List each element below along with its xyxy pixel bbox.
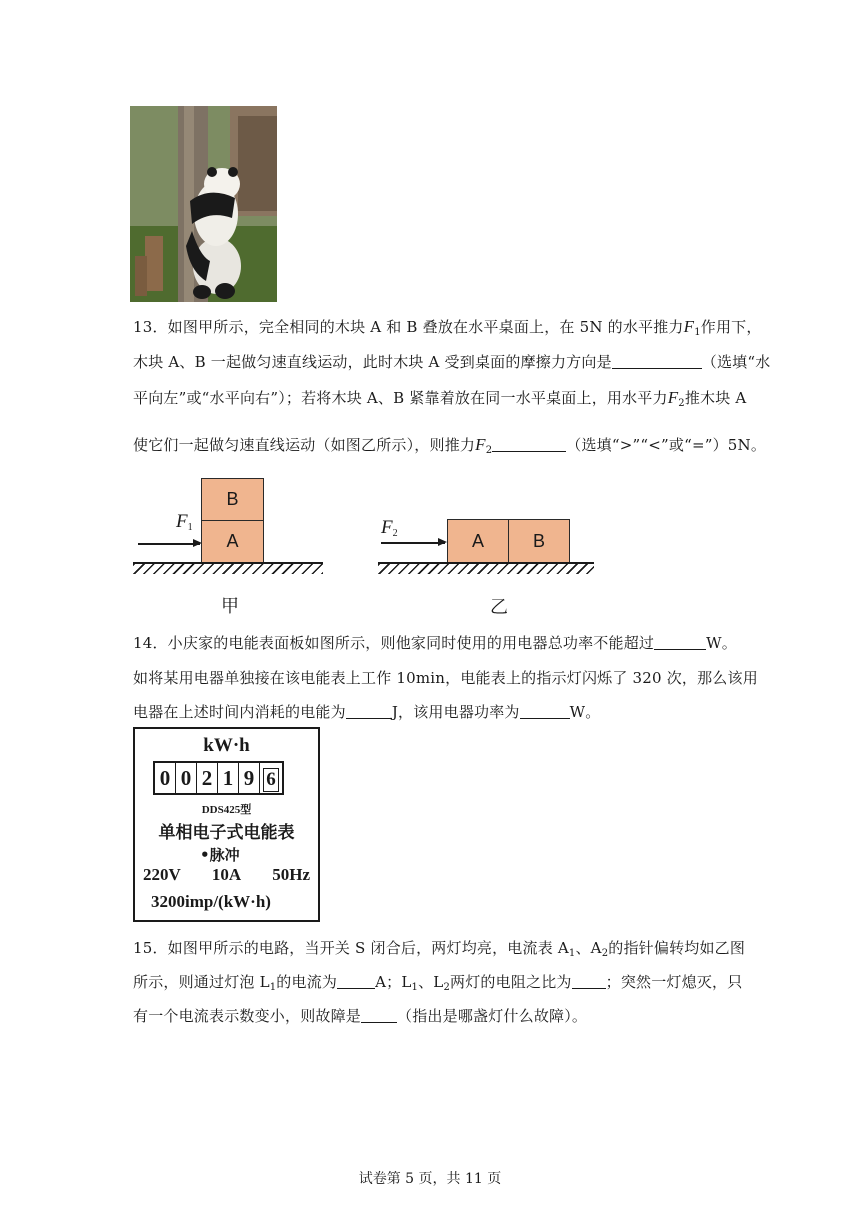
force-label-f1: $F_1$ xyxy=(176,511,193,533)
answer-blank[interactable] xyxy=(337,974,375,989)
meter-digits xyxy=(153,761,284,795)
figure-caption-yi: 乙 xyxy=(490,597,508,618)
panda-tree-photo xyxy=(130,106,277,302)
block-a: A xyxy=(201,520,264,563)
force-arrow xyxy=(138,543,200,545)
meter-name: 单相电子式电能表 xyxy=(158,823,295,843)
answer-blank[interactable] xyxy=(572,974,606,989)
energy-meter-panel xyxy=(133,727,320,922)
meter-digit: 9 xyxy=(239,763,260,793)
meter-digit: 1 xyxy=(218,763,239,793)
page-footer: 试卷第 5 页，共 11 页 xyxy=(358,1171,502,1187)
block-b: B xyxy=(201,478,264,521)
meter-unit: kW·h xyxy=(203,735,250,756)
block-b: B xyxy=(508,519,570,563)
q14-line-3: 电器在上述时间内消耗的电能为 J，该用电器功率为 W。 xyxy=(133,703,601,721)
answer-blank[interactable] xyxy=(654,635,706,650)
q15-line-2: 所示，则通过灯泡 $L_1$的电流为 A；$L_1$、$L_2$两灯的电阻之比为 ；突然一灯熄灭，只 xyxy=(133,973,743,993)
ground-hatch xyxy=(378,564,594,574)
answer-blank[interactable] xyxy=(520,704,570,719)
q14-line-2: 如将某用电器单独接在该电能表上工作 10min，电能表上的指示灯闪烁了 320 次，那么该用 xyxy=(133,669,758,687)
meter-frequency: 50Hz xyxy=(272,865,310,884)
force-arrow xyxy=(381,542,445,544)
meter-specs xyxy=(143,865,310,885)
meter-pulse-indicator: •脉冲 xyxy=(200,846,240,864)
block-a: A xyxy=(447,519,509,563)
answer-blank[interactable] xyxy=(492,437,566,452)
q13-line-3: 平向左”或“水平向右”）；若将木块 A、B 紧靠着放在同一水平桌面上，用水平力$F_2$推木块 A xyxy=(133,388,747,409)
figure-caption-jia: 甲 xyxy=(221,596,239,617)
answer-blank[interactable] xyxy=(346,704,392,719)
q13-line-2: 木块 A、B 一起做匀速直线运动，此时木块 A 受到桌面的摩擦力方向是 （选填“水 xyxy=(133,353,771,371)
force-label-f2: $F_2$ xyxy=(381,517,398,539)
q14-line-1: 14．小庆家的电能表面板如图所示，则他家同时使用的用电器总功率不能超过 W。 xyxy=(133,634,737,652)
meter-current: 10A xyxy=(211,865,242,884)
ground-hatch xyxy=(133,564,323,574)
q15-line-1: 15．如图甲所示的电路，当开关 S 闭合后，两灯均亮，电流表 $A_1$、$A_2$的指针偏转均如乙图 xyxy=(133,939,746,959)
meter-model: DDS425型 xyxy=(201,804,252,816)
meter-constant: 3200imp/(kW·h) xyxy=(151,892,271,911)
answer-blank[interactable] xyxy=(361,1008,397,1023)
meter-digit: 0 xyxy=(176,763,197,793)
meter-voltage: 220V xyxy=(143,865,181,884)
q13-line-1: 13．如图甲所示，完全相同的木块 A 和 B 叠放在水平桌面上，在 5N 的水平推力$F_1$作用下， xyxy=(133,317,762,338)
meter-digit: 0 xyxy=(155,763,176,793)
meter-decimal-digit: 6 xyxy=(260,763,282,793)
answer-blank[interactable] xyxy=(612,354,702,369)
meter-digit: 2 xyxy=(197,763,218,793)
q13-line-4: 使它们一起做匀速直线运动（如图乙所示），则推力$F_2$ （选填“>”“<”或“=”）5N。 xyxy=(133,435,767,456)
q15-line-3: 有一个电流表示数变小，则故障是 （指出是哪盏灯什么故障）。 xyxy=(133,1007,588,1025)
